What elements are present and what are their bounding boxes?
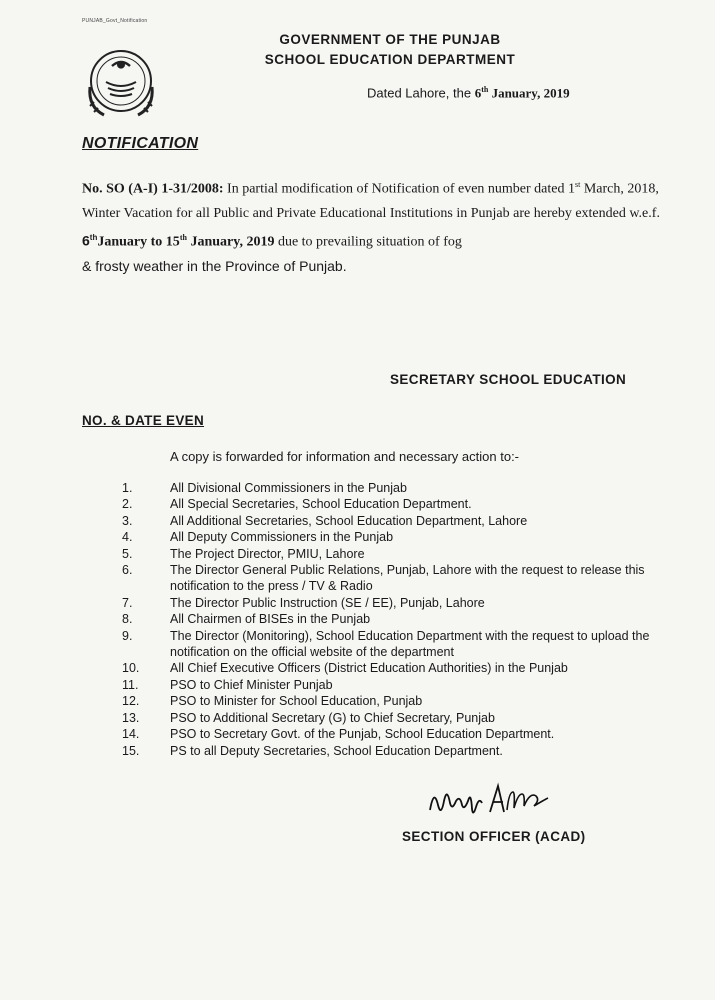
list-item-number: 5.	[122, 546, 133, 561]
list-item-number: 3.	[122, 513, 133, 528]
body-text-1: In partial modification of Notification of even number dated	[223, 181, 568, 197]
reference-text: PUNJAB_Govt_Notification	[82, 18, 148, 24]
list-item-text: PS to all Deputy Secretaries, School Education Department.	[170, 743, 503, 758]
list-item-text: PSO to Minister for School Education, Punjab	[170, 694, 423, 709]
list-item-text: The Director (Monitoring), School Education Department with the request to upload the notification on the official website of the department	[170, 628, 650, 660]
list-item-text: PSO to Additional Secretary (G) to Chief Secretary, Punjab	[170, 710, 495, 725]
recipient-list	[122, 480, 682, 759]
list-item-text: All Additional Secretaries, School Education Department, Lahore	[170, 513, 528, 528]
list-item	[122, 677, 682, 693]
from-day: 6	[82, 232, 90, 249]
no-date-even: NO. & DATE EVEN	[82, 413, 205, 428]
dated-line	[367, 85, 570, 101]
list-item	[122, 611, 682, 627]
reference-day: 1	[568, 181, 575, 197]
list-item-text: All Chairmen of BISEs in the Punjab	[170, 612, 371, 627]
secretary-signatory: SECRETARY SCHOOL EDUCATION	[390, 372, 627, 387]
list-item-number: 1.	[122, 481, 133, 495]
list-item-number: 9.	[122, 628, 133, 643]
notification-body	[82, 173, 672, 280]
body-text-4: & frosty weather in the Province of Punjab.	[82, 258, 347, 275]
list-item-text: The Director Public Instruction (SE / EE), Punjab, Lahore	[170, 595, 485, 610]
list-item-number: 11.	[122, 677, 139, 692]
list-item	[122, 628, 682, 661]
government-title: GOVERNMENT OF THE PUNJAB	[279, 32, 501, 47]
list-item	[122, 496, 682, 512]
list-item-number: 4.	[122, 530, 133, 545]
signature-icon	[425, 780, 575, 825]
list-item-text: All Chief Executive Officers (District Education Authorities) in the Punjab	[170, 661, 568, 676]
dated-month-year: January, 2019	[488, 85, 570, 101]
to-month-year: January, 2019	[186, 234, 275, 250]
list-item	[122, 595, 682, 611]
copy-forwarded-text: A copy is forwarded for information and necessary action to:-	[170, 449, 520, 464]
to-day-suffix: th	[179, 232, 187, 242]
list-item-number: 15.	[122, 743, 140, 758]
list-item-text: PSO to Chief Minister Punjab	[170, 677, 333, 692]
list-item-text: PSO to Secretary Govt. of the Punjab, School Education Department.	[170, 727, 555, 742]
list-item	[122, 513, 682, 529]
list-item-number: 6.	[122, 563, 133, 578]
list-item-number: 13.	[122, 710, 140, 725]
list-item-number: 7.	[122, 595, 133, 610]
list-item-text: The Project Director, PMIU, Lahore	[170, 546, 365, 561]
list-item-text: All Divisional Commissioners in the Punjab	[170, 481, 407, 495]
list-item-number: 8.	[122, 612, 133, 627]
reference-day-suffix: st	[575, 180, 581, 189]
list-item	[122, 562, 682, 595]
list-item-number: 10.	[122, 661, 140, 676]
body-text-2: March, 2018, Winter Vacation for all Public and Private Educational Institutions in Punjab are hereby extended w.e.f.	[82, 181, 660, 221]
department-title: SCHOOL EDUCATION DEPARTMENT	[264, 52, 516, 67]
dated-day: 6	[474, 85, 482, 101]
date-range: January to 15	[97, 234, 180, 250]
list-item	[122, 546, 682, 562]
list-item	[122, 529, 682, 545]
notification-number: No. SO (A-I) 1-31/2008:	[82, 181, 224, 197]
dated-prefix: Dated Lahore, the	[367, 85, 475, 101]
list-item-number: 14.	[122, 727, 140, 742]
section-officer-signatory: SECTION OFFICER (ACAD)	[402, 829, 586, 844]
body-text-3: due to prevailing situation of fog	[274, 234, 462, 250]
list-item	[122, 726, 682, 742]
notification-heading: NOTIFICATION	[82, 135, 199, 152]
list-item	[122, 710, 682, 726]
list-item	[122, 660, 682, 676]
from-day-suffix: th	[89, 232, 98, 242]
list-item-text: All Special Secretaries, School Education Department.	[170, 497, 472, 512]
dated-day-suffix: th	[481, 85, 489, 94]
list-item	[122, 480, 682, 496]
list-item	[122, 743, 682, 759]
list-item-number: 2.	[122, 497, 133, 512]
list-item-number: 12.	[122, 694, 140, 709]
list-item	[122, 693, 682, 709]
list-item-text: The Director General Public Relations, Punjab, Lahore with the request to release this notification to the press / TV & Radio	[170, 563, 645, 594]
list-item-text: All Deputy Commissioners in the Punjab	[170, 530, 394, 545]
